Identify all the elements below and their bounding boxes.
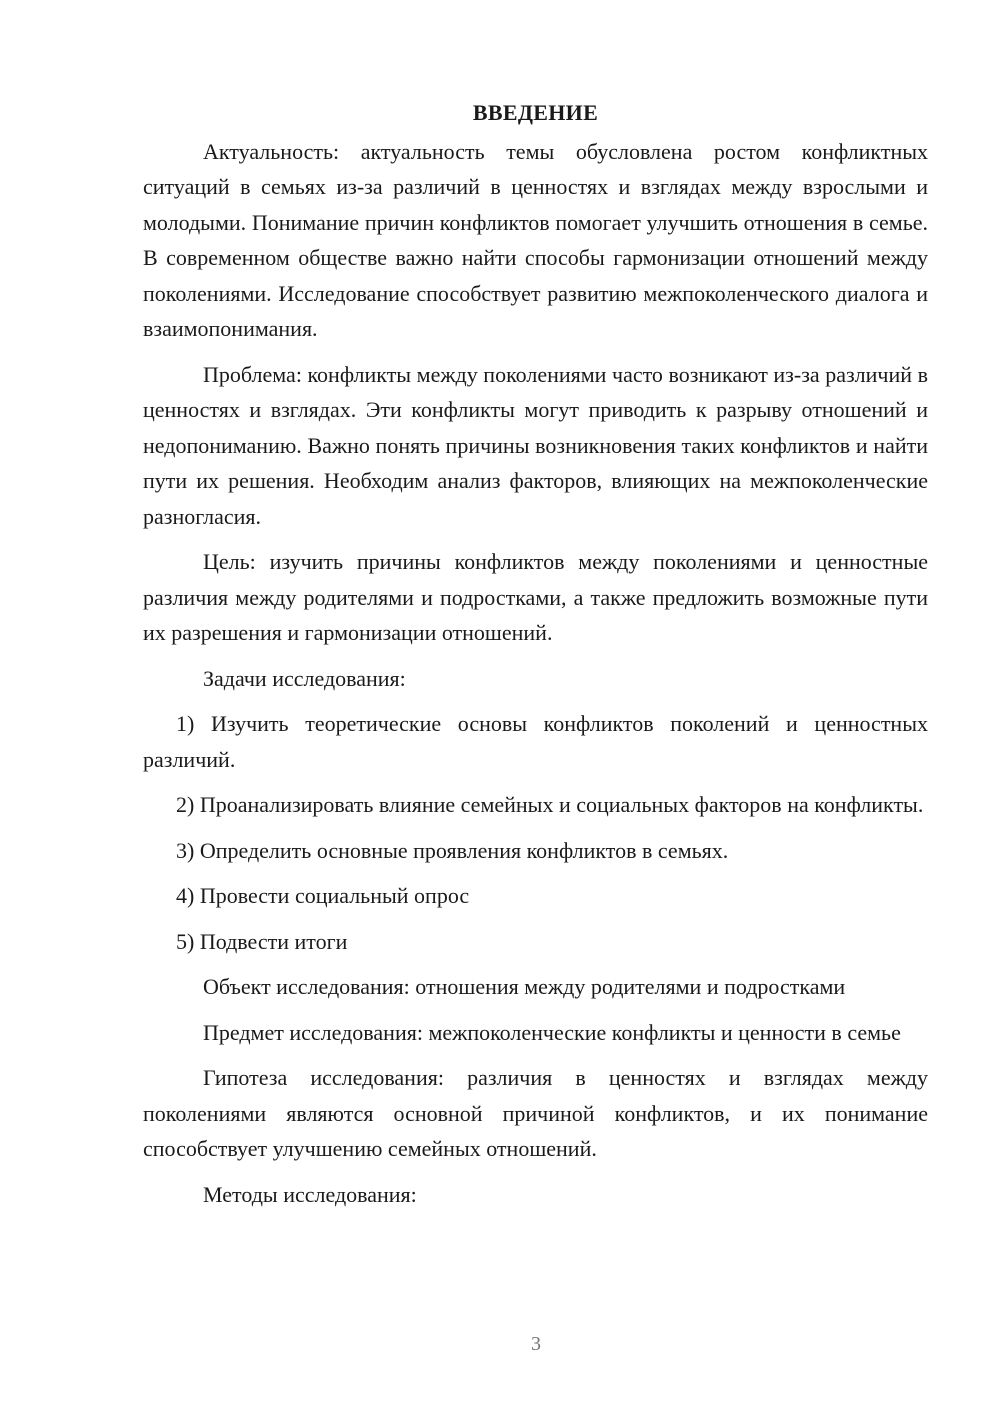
tasks-heading: Задачи исследования: [203, 665, 406, 691]
task-item-4: 4) Провести социальный опрос [176, 883, 470, 908]
task-item-3: 3) Определить основные проявления конфликтов в семьях. [176, 837, 729, 863]
task-item-1: 1) Изучить теоретические основы конфликтов поколений и ценностных различий. [143, 711, 928, 772]
methods-heading: Методы исследования: [203, 1181, 417, 1207]
task-item-2: 2) Проанализировать влияние семейных и социальных факторов на конфликты. [176, 792, 924, 817]
page-number: 3 [531, 1333, 541, 1355]
goal-paragraph: Цель: изучить причины конфликтов между поколениями и ценностные различия между родителями и подростками, а также предложить возможные пути их разрешения и гармонизации отношений. [143, 549, 928, 645]
hypothesis-paragraph: Гипотеза исследования: различия в ценностях и взглядах между поколениями являются основной причиной конфликтов, и их понимание способствует улучшению семейных отношений. [143, 1065, 928, 1161]
problem-paragraph: Проблема: конфликты между поколениями часто возникают из-за различий в ценностях и взглядах. Эти конфликты могут приводить к разрыву отношений и недопониманию. Важно понять причины возникновения таких конфликтов и найти пути их решения. Необходим анализ факторов, влияющих на межпоколенческие разногласия. [143, 361, 928, 529]
object-paragraph: Объект исследования: отношения между родителями и подростками [203, 974, 846, 999]
document-page [143, 95, 928, 1222]
section-title: ВВЕДЕНИЕ [472, 100, 599, 125]
relevance-paragraph: Актуальность: актуальность темы обусловлена ростом конфликтных ситуаций в семьях из-за различий в ценностях и взглядах между взрослыми и молодыми. Понимание причин конфликтов помогает улучшить отношения в семье. В современном обществе важно найти способы гармонизации отношений между поколениями. Исследование способствует развитию межпоколенческого диалога и взаимопонимания. [143, 138, 928, 341]
subject-paragraph: Предмет исследования: межпоколенческие конфликты и ценности в семье [203, 1019, 901, 1045]
task-item-5: 5) Подвести итоги [176, 928, 348, 954]
